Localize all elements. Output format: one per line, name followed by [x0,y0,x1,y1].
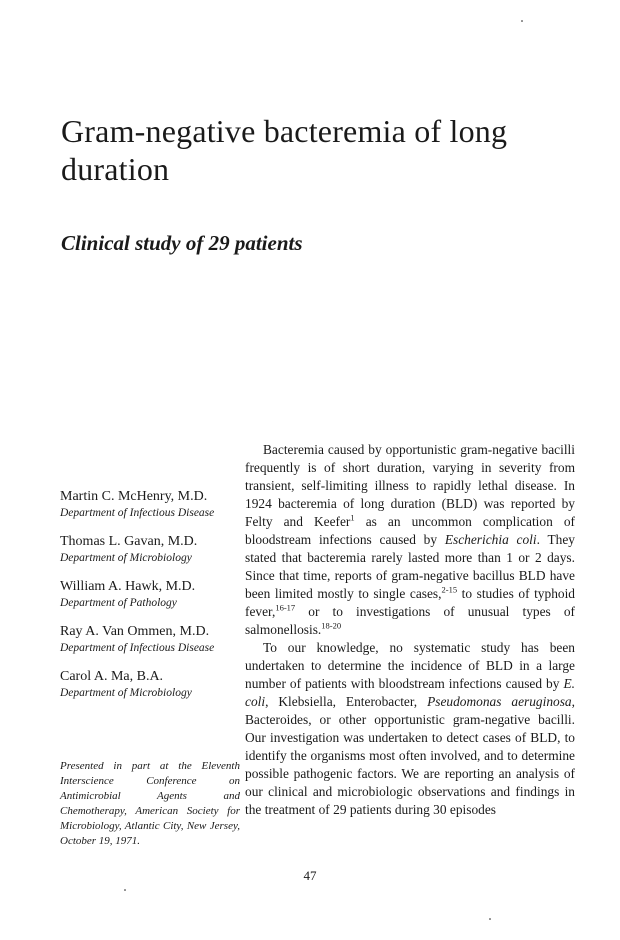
body-text [245,441,575,819]
page-number: 47 [303,868,317,883]
author-department: Department of Infectious Disease [60,507,215,519]
citation-ref: 2-15 [441,584,458,595]
text-run: To our knowledge, no systematic study has been undertaken to determine the incidence of BLD in a large number of patients with bloodstream infections caused by [245,640,575,691]
author-entry [60,578,250,611]
text-run: . They stated that bacteremia rarely lasted more than 1 or 2 days. Since that time, reports of gram-negative bacillus BLD have been limited mostly to single cases, [245,532,575,601]
author-name: William A. Hawk, M.D. [60,579,196,594]
author-entry [60,668,250,701]
author-name: Carol A. Ma, B.A. [60,669,164,684]
author-name: Ray A. Van Ommen, M.D. [60,624,210,639]
presented-note: Presented in part at the Eleventh Interscience Conference on Antimicrobial Agents and Chemotherapy, American Society for Microbiology, Atlantic City, New Jersey, October 19, 1971. [60,760,240,847]
body-paragraph [245,639,575,819]
author-name: Martin C. McHenry, M.D. [60,489,208,504]
citation-ref: 18-20 [321,620,342,631]
text-run: or to investigations of unusual types of salmonellosis. [245,604,575,637]
scan-speck [124,889,126,891]
citation-ref: 16-17 [275,602,296,613]
organism-name: Pseudomonas aeruginosa [427,694,572,709]
scan-speck [521,20,523,22]
text-run: , Bacteroides, or other opportunistic gram-negative bacilli. Our investigation was undertaken to detect cases of BLD, to identify the organisms most often involved, and to determine possible pathogenic factors. We are reporting an analysis of our clinical and microbiologic observations and findings in the treatment of 29 patients during 30 episodes [245,694,575,817]
body-paragraph [245,441,575,639]
author-department: Department of Microbiology [60,552,192,564]
article-subtitle: Clinical study of 29 patients [61,231,303,255]
text-run: as an uncommon complication of bloodstream infections caused by [245,514,575,547]
author-list [60,488,250,713]
text-run: to studies of typhoid fever, [245,586,576,619]
author-entry [60,488,250,521]
organism-name: E. coli [245,676,575,709]
text-run: Bacteremia caused by opportunistic gram-negative bacilli frequently is of short duration, varying in severity from transient, self-limiting illness to rapidly lethal disease. In 1924 bacteremia of long duration (BLD) was reported by Felty and Keefer [245,442,575,529]
author-entry [60,623,250,656]
author-entry [60,533,250,566]
text-run: , Klebsiella, Enterobacter, [265,694,428,709]
author-department: Department of Pathology [60,597,177,609]
author-name: Thomas L. Gavan, M.D. [60,534,198,549]
scan-speck [489,918,491,920]
organism-name: Escherichia coli [444,532,537,547]
author-department: Department of Microbiology [60,687,192,699]
article-title: Gram-negative bacteremia of long duration [61,113,508,187]
citation-ref: 1 [350,512,355,523]
author-department: Department of Infectious Disease [60,642,215,654]
